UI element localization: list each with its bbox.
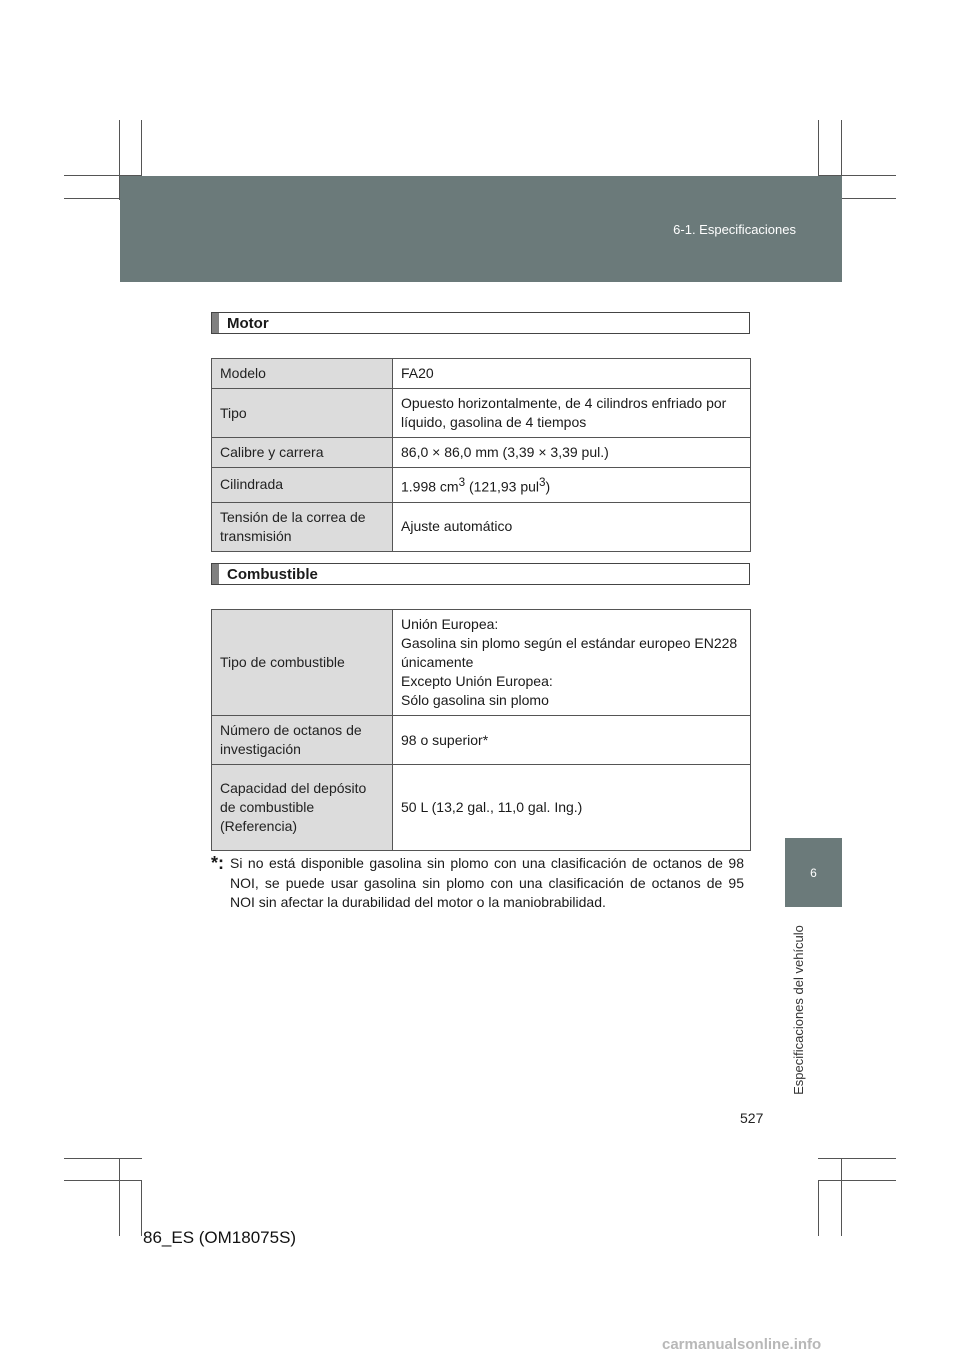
crop-mark — [64, 1158, 142, 1159]
crop-mark — [818, 1158, 896, 1159]
spec-value — [393, 610, 751, 716]
spec-value: 98 o superior* — [393, 716, 751, 765]
table-row — [212, 502, 751, 551]
table-row — [212, 438, 751, 468]
heading-accent — [212, 564, 219, 584]
document-code: 86_ES (OM18075S) — [143, 1228, 297, 1247]
spec-key: Tensión de la correa de transmisión — [212, 502, 393, 551]
spec-value — [393, 468, 751, 503]
crop-mark — [818, 1180, 819, 1236]
table-row — [212, 716, 751, 765]
spec-value: 86,0 × 86,0 mm (3,39 × 3,39 pul.) — [393, 438, 751, 468]
footnote-marker: *: — [211, 853, 224, 873]
value-part: 1.998 cm — [401, 478, 459, 495]
combustible-heading-label: Combustible — [227, 565, 318, 583]
superscript: 3 — [458, 476, 466, 489]
spec-value: 50 L (13,2 gal., 11,0 gal. Ing.) — [393, 765, 751, 851]
chapter-tab — [785, 838, 842, 907]
chapter-label-container — [785, 912, 809, 1108]
combustible-heading — [211, 563, 750, 585]
page-number: 527 — [740, 1110, 764, 1126]
table-row — [212, 765, 751, 851]
motor-heading — [211, 312, 750, 334]
header-band — [120, 176, 842, 282]
footnote — [211, 854, 744, 913]
crop-mark — [64, 1180, 142, 1181]
watermark: carmanualsonline.info — [662, 1336, 822, 1353]
section-title: 6-1. Especificaciones — [673, 222, 796, 237]
table-row — [212, 610, 751, 716]
spec-key: Tipo — [212, 389, 393, 438]
spec-key: Calibre y carrera — [212, 438, 393, 468]
heading-accent — [212, 313, 219, 333]
motor-heading-label: Motor — [227, 314, 269, 332]
spec-key: Modelo — [212, 359, 393, 389]
spec-key: Número de octanos de investigación — [212, 716, 393, 765]
crop-mark — [119, 1158, 120, 1236]
value-part: (121,93 pul — [465, 478, 540, 495]
spec-key: Tipo de combustible — [212, 610, 393, 716]
value-part: ) — [545, 478, 551, 495]
table-row — [212, 468, 751, 503]
value-line: Gasolina sin plomo según el estándar europeo EN228 únicamente — [401, 635, 738, 670]
value-line: Unión Europea: — [401, 616, 499, 632]
spec-value: Ajuste automático — [393, 502, 751, 551]
crop-mark — [818, 1180, 896, 1181]
superscript: 3 — [539, 476, 546, 489]
spec-value: Opuesto horizontalmente, de 4 cilindros enfriado por líquido, gasolina de 4 tiempos — [393, 389, 751, 438]
value-line: Sólo gasolina sin plomo — [401, 692, 549, 708]
spec-key: Capacidad del depósito de combustible (Referencia) — [212, 765, 393, 851]
chapter-label: Especificaciones del vehículo — [791, 925, 806, 1095]
spec-value: FA20 — [393, 359, 751, 389]
spec-key: Cilindrada — [212, 468, 393, 503]
combustible-table — [211, 609, 751, 851]
table-row — [212, 359, 751, 389]
crop-mark — [141, 1180, 142, 1236]
value-line: Excepto Unión Europea: — [401, 673, 553, 689]
crop-mark — [841, 1158, 842, 1236]
chapter-number: 6 — [810, 866, 817, 880]
footnote-text: Si no está disponible gasolina sin plomo con una clasificación de octanos de 98 NOI, se puede usar gasolina sin plomo con una clasificación de octanos de 95 NOI sin afectar la durabilidad del motor o la maniobrabilidad. — [230, 855, 744, 910]
motor-table — [211, 358, 751, 552]
table-row — [212, 389, 751, 438]
